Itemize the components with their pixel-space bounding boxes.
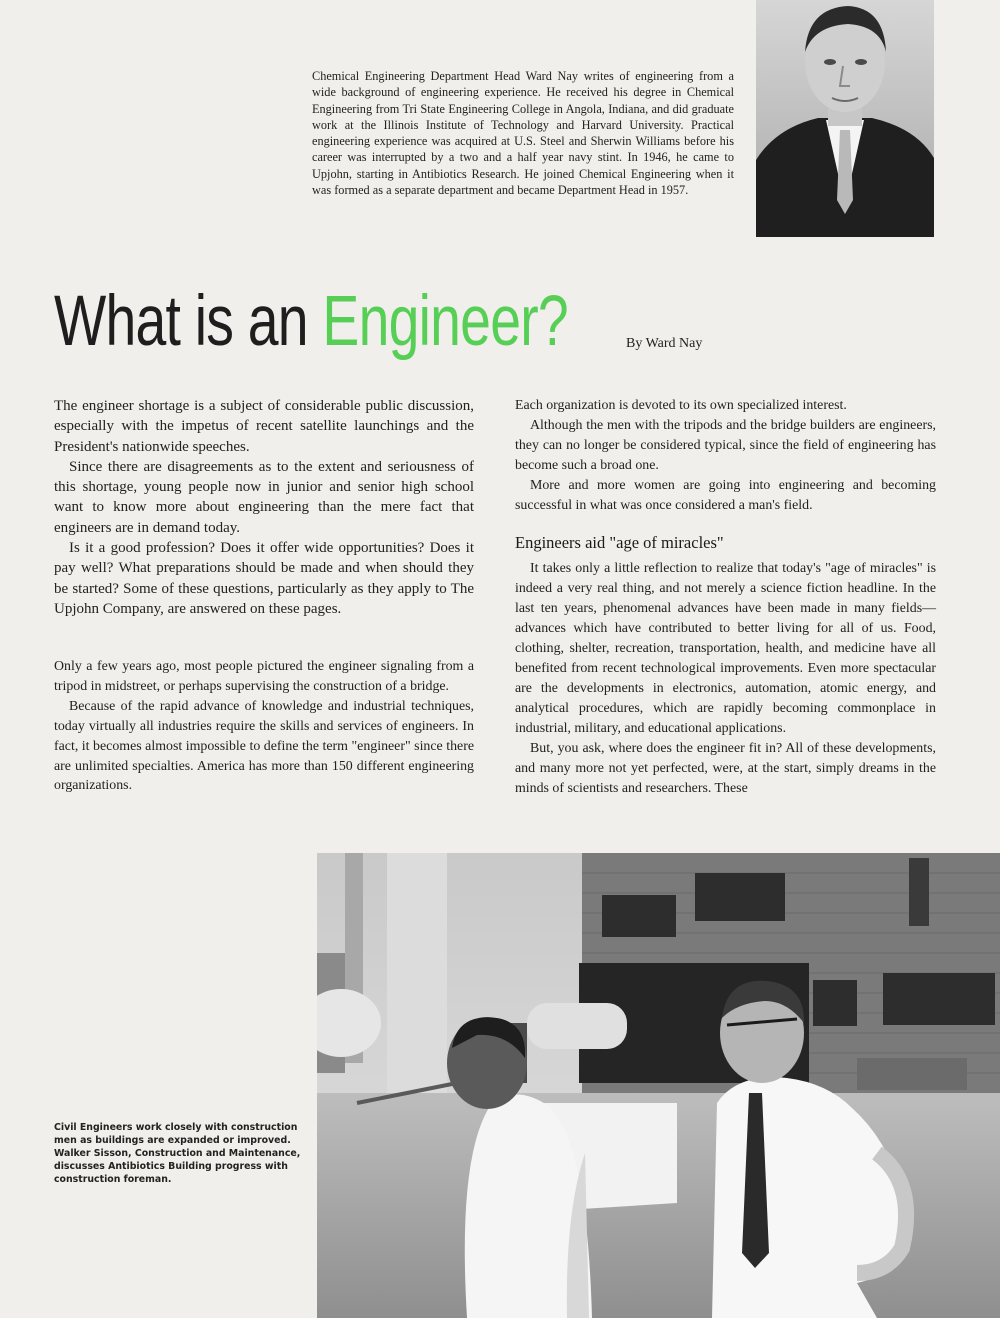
body-paragraph: Because of the rapid advance of knowledge and industrial techniques, today virtually all industries require the skills and services of engineers. In fact, it becomes almost impossible to define the term "engineer" since there are unlimited specialties. America has more than 150 different engineering organizations. xyxy=(54,698,474,794)
intro-paragraph: Since there are disagreements as to the extent and seriousness of this shortage, young people now in junior and senior high school want to know more about engineering than the mere fact that engineers are in demand today. xyxy=(54,458,474,536)
body-right-column xyxy=(515,396,936,799)
author-bio: Chemical Engineering Department Head Ward Nay writes of engineering from a wide background of engineering experience. He received his degree in Chemical Engineering from Tri State Engineering College in Angola, Indiana, and did graduate work at the Illinois Institute of Technology and Harvard University. Practical engineering experience was acquired at U.S. Steel and Sherwin Williams before his career was interrupted by a two and a half year navy stint. In 1946, he came to Upjohn, starting in Antibiotics Research. He joined Chemical Engineering when it was formed as a separate department and became Department Head in 1957. xyxy=(312,69,734,198)
intro-paragraph: The engineer shortage is a subject of considerable public discussion, especially with the impetus of recent satellite launchings and the President's nationwide speeches. xyxy=(54,398,474,455)
headline-accent-word: Engineer? xyxy=(322,282,568,361)
construction-site-photo xyxy=(317,853,1000,1318)
author-portrait-photo xyxy=(756,0,934,237)
body-left-column xyxy=(54,657,474,796)
photo-caption: Civil Engineers work closely with construction men as buildings are expanded or improved. Walker Sisson, Construction and Maintenance, discusses Antibiotics Building progress with construction foreman. xyxy=(54,1122,301,1185)
intro-column xyxy=(54,396,474,619)
headline-prefix: What is an xyxy=(54,282,323,361)
body-paragraph: Each organization is devoted to its own specialized interest. xyxy=(515,398,847,413)
body-paragraph: Although the men with the tripods and the bridge builders are engineers, they can no longer be considered typical, since the field of engineering has become such a broad one. xyxy=(515,418,936,473)
body-paragraph: More and more women are going into engineering and becoming successful in what was once considered a man's field. xyxy=(515,478,936,513)
section-subheading: Engineers aid "age of miracles" xyxy=(515,533,724,552)
body-paragraph: But, you ask, where does the engineer fit in? All of these developments, and many more not yet perfected, were, at the start, simply dreams in the minds of scientists and researchers. These xyxy=(515,741,936,796)
article-headline xyxy=(54,280,568,364)
intro-paragraph: Is it a good profession? Does it offer wide opportunities? Does it pay well? What preparations should be made and when should they be started? Some of these questions, particularly as they apply to The Upjohn Company, are answered on these pages. xyxy=(54,540,474,617)
byline: By Ward Nay xyxy=(626,336,703,351)
body-paragraph: It takes only a little reflection to realize that today's "age of miracles" is indeed a very real thing, and not merely a science fiction headline. In the last ten years, phenomenal advances have been made in many fields—advances which have contributed to better living for all of us. Food, clothing, shelter, recreation, transportation, health, and medicine have all benefited from recent technological improvements. Even more spectacular are the developments in electronics, automation, atomic energy, and analytical procedures, which are rapidly becoming commonplace in industrial, military, and educational applications. xyxy=(515,561,936,736)
body-paragraph: Only a few years ago, most people pictured the engineer signaling from a tripod in midstreet, or perhaps supervising the construction of a bridge. xyxy=(54,659,474,694)
